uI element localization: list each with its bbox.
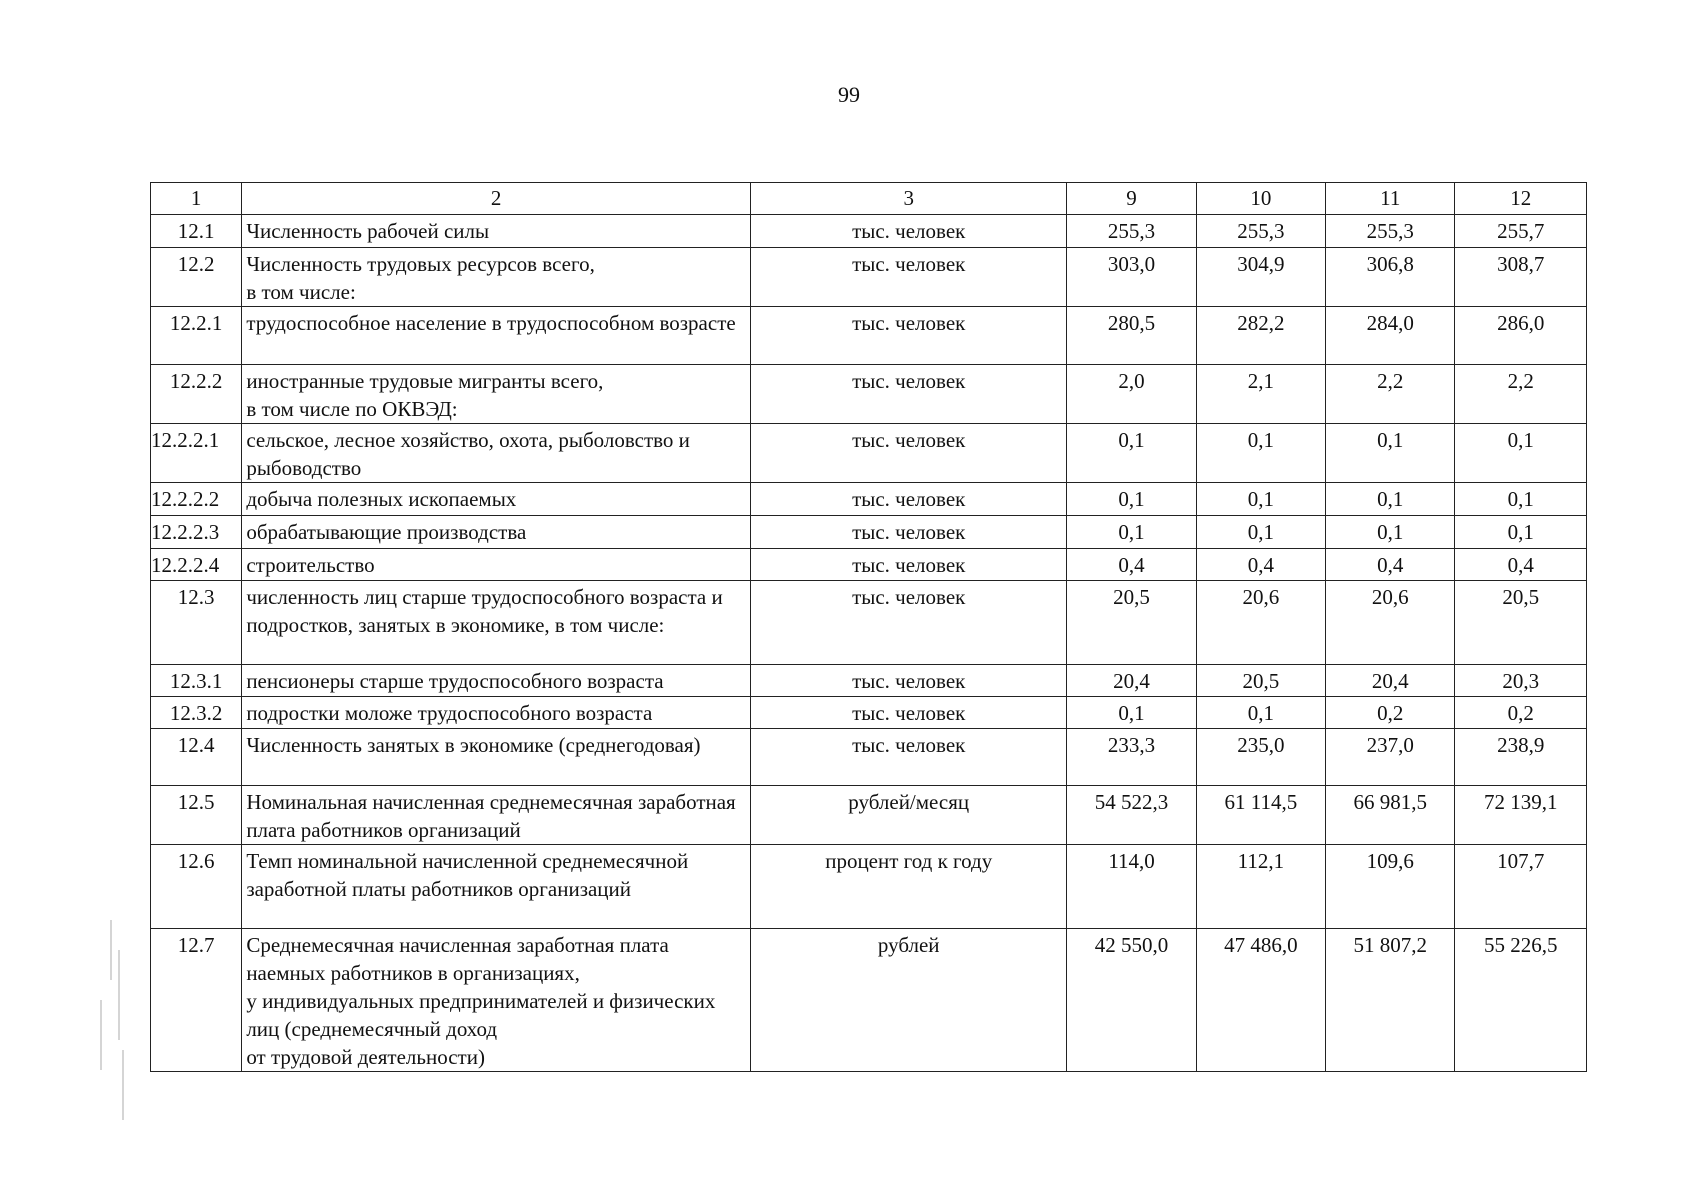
page-number: 99: [838, 82, 860, 107]
value-col-12: 55 226,5: [1455, 929, 1587, 1072]
value-col-11: 20,4: [1326, 665, 1455, 697]
value-col-9: 20,4: [1067, 665, 1196, 697]
unit-of-measure: рублей: [751, 929, 1067, 1072]
value-col-10: 112,1: [1196, 845, 1325, 929]
table-row: [151, 929, 1587, 1072]
indicator-name: Численность рабочей силы: [242, 215, 751, 248]
row-number: 12.4: [151, 729, 242, 786]
value-col-12: 286,0: [1455, 307, 1587, 365]
indicator-name: Среднемесячная начисленная заработная плата наемных работников в организациях, у индивидуальных предпринимателей и физических лиц (среднемесячный доход от трудовой деятельности): [242, 929, 751, 1072]
value-col-11: 0,4: [1326, 549, 1455, 581]
value-col-11: 284,0: [1326, 307, 1455, 365]
table-row: [151, 729, 1587, 786]
value-col-12: 20,5: [1455, 581, 1587, 665]
header-row: [151, 183, 1587, 215]
value-col-9: 2,0: [1067, 365, 1196, 424]
row-number: 12.2.1: [151, 307, 242, 365]
header-col-12: 12: [1455, 183, 1587, 215]
value-col-10: 47 486,0: [1196, 929, 1325, 1072]
row-number: 12.2.2.3: [151, 516, 242, 549]
value-col-12: 255,7: [1455, 215, 1587, 248]
value-col-12: 0,1: [1455, 424, 1587, 483]
table-row: [151, 697, 1587, 729]
value-col-10: 0,4: [1196, 549, 1325, 581]
value-col-11: 20,6: [1326, 581, 1455, 665]
scan-artifact: [70, 920, 140, 1130]
value-col-11: 0,2: [1326, 697, 1455, 729]
row-number: 12.3.1: [151, 665, 242, 697]
row-number: 12.6: [151, 845, 242, 929]
value-col-10: 0,1: [1196, 697, 1325, 729]
table-row: [151, 365, 1587, 424]
indicator-name: сельское, лесное хозяйство, охота, рыболовство и рыбоводство: [242, 424, 751, 483]
indicator-name: Численность занятых в экономике (среднегодовая): [242, 729, 751, 786]
value-col-10: 0,1: [1196, 424, 1325, 483]
value-col-9: 280,5: [1067, 307, 1196, 365]
indicators-table: [150, 182, 1587, 1072]
indicator-name: обрабатывающие производства: [242, 516, 751, 549]
table-row: [151, 581, 1587, 665]
value-col-12: 0,2: [1455, 697, 1587, 729]
indicator-name: трудоспособное население в трудоспособном возрасте: [242, 307, 751, 365]
value-col-9: 0,1: [1067, 424, 1196, 483]
value-col-9: 303,0: [1067, 248, 1196, 307]
indicator-name: добыча полезных ископаемых: [242, 483, 751, 516]
value-col-12: 238,9: [1455, 729, 1587, 786]
indicator-name: пенсионеры старше трудоспособного возраста: [242, 665, 751, 697]
table-row: [151, 549, 1587, 581]
row-number: 12.3: [151, 581, 242, 665]
indicator-name: иностранные трудовые мигранты всего, в том числе по ОКВЭД:: [242, 365, 751, 424]
value-col-9: 42 550,0: [1067, 929, 1196, 1072]
unit-of-measure: тыс. человек: [751, 516, 1067, 549]
indicator-name: строительство: [242, 549, 751, 581]
row-number: 12.1: [151, 215, 242, 248]
value-col-9: 0,4: [1067, 549, 1196, 581]
unit-of-measure: рублей/месяц: [751, 786, 1067, 845]
indicator-name: подростки моложе трудоспособного возраста: [242, 697, 751, 729]
table-row: [151, 307, 1587, 365]
indicator-name: Численность трудовых ресурсов всего, в том числе:: [242, 248, 751, 307]
value-col-10: 2,1: [1196, 365, 1325, 424]
value-col-10: 304,9: [1196, 248, 1325, 307]
table-row: [151, 516, 1587, 549]
value-col-9: 233,3: [1067, 729, 1196, 786]
indicator-name: Темп номинальной начисленной среднемесячной заработной платы работников организаций: [242, 845, 751, 929]
table-row: [151, 483, 1587, 516]
indicator-name: численность лиц старше трудоспособного возраста и подростков, занятых в экономике, в том числе:: [242, 581, 751, 665]
value-col-11: 0,1: [1326, 516, 1455, 549]
value-col-9: 20,5: [1067, 581, 1196, 665]
unit-of-measure: процент год к году: [751, 845, 1067, 929]
header-col-10: 10: [1196, 183, 1325, 215]
row-number: 12.7: [151, 929, 242, 1072]
row-number: 12.2.2: [151, 365, 242, 424]
value-col-10: 282,2: [1196, 307, 1325, 365]
value-col-11: 237,0: [1326, 729, 1455, 786]
row-number: 12.2.2.1: [151, 424, 242, 483]
table-row: [151, 248, 1587, 307]
value-col-10: 61 114,5: [1196, 786, 1325, 845]
row-number: 12.5: [151, 786, 242, 845]
value-col-10: 255,3: [1196, 215, 1325, 248]
unit-of-measure: тыс. человек: [751, 307, 1067, 365]
table-row: [151, 845, 1587, 929]
value-col-11: 255,3: [1326, 215, 1455, 248]
table-body: [151, 215, 1587, 1072]
value-col-9: 54 522,3: [1067, 786, 1196, 845]
table-row: [151, 215, 1587, 248]
value-col-11: 2,2: [1326, 365, 1455, 424]
row-number: 12.2.2.4: [151, 549, 242, 581]
row-number: 12.2: [151, 248, 242, 307]
value-col-12: 0,4: [1455, 549, 1587, 581]
table-row: [151, 786, 1587, 845]
value-col-12: 0,1: [1455, 516, 1587, 549]
value-col-10: 0,1: [1196, 483, 1325, 516]
value-col-11: 0,1: [1326, 483, 1455, 516]
header-col-11: 11: [1326, 183, 1455, 215]
value-col-9: 0,1: [1067, 483, 1196, 516]
value-col-10: 20,6: [1196, 581, 1325, 665]
value-col-9: 0,1: [1067, 697, 1196, 729]
value-col-10: 235,0: [1196, 729, 1325, 786]
unit-of-measure: тыс. человек: [751, 424, 1067, 483]
unit-of-measure: тыс. человек: [751, 729, 1067, 786]
unit-of-measure: тыс. человек: [751, 549, 1067, 581]
value-col-11: 51 807,2: [1326, 929, 1455, 1072]
table-row: [151, 665, 1587, 697]
value-col-10: 0,1: [1196, 516, 1325, 549]
value-col-9: 114,0: [1067, 845, 1196, 929]
unit-of-measure: тыс. человек: [751, 215, 1067, 248]
value-col-12: 107,7: [1455, 845, 1587, 929]
value-col-11: 66 981,5: [1326, 786, 1455, 845]
row-number: 12.3.2: [151, 697, 242, 729]
indicator-name: Номинальная начисленная среднемесячная заработная плата работников организаций: [242, 786, 751, 845]
table-row: [151, 424, 1587, 483]
unit-of-measure: тыс. человек: [751, 248, 1067, 307]
header-col-9: 9: [1067, 183, 1196, 215]
value-col-10: 20,5: [1196, 665, 1325, 697]
unit-of-measure: тыс. человек: [751, 483, 1067, 516]
value-col-12: 20,3: [1455, 665, 1587, 697]
value-col-9: 0,1: [1067, 516, 1196, 549]
unit-of-measure: тыс. человек: [751, 665, 1067, 697]
unit-of-measure: тыс. человек: [751, 697, 1067, 729]
row-number: 12.2.2.2: [151, 483, 242, 516]
value-col-12: 2,2: [1455, 365, 1587, 424]
value-col-11: 306,8: [1326, 248, 1455, 307]
unit-of-measure: тыс. человек: [751, 365, 1067, 424]
value-col-9: 255,3: [1067, 215, 1196, 248]
header-col-1: 1: [151, 183, 242, 215]
unit-of-measure: тыс. человек: [751, 581, 1067, 665]
value-col-12: 72 139,1: [1455, 786, 1587, 845]
table-header: [151, 183, 1587, 215]
value-col-12: 0,1: [1455, 483, 1587, 516]
value-col-11: 109,6: [1326, 845, 1455, 929]
header-col-2: 2: [242, 183, 751, 215]
value-col-12: 308,7: [1455, 248, 1587, 307]
value-col-11: 0,1: [1326, 424, 1455, 483]
header-col-3: 3: [751, 183, 1067, 215]
